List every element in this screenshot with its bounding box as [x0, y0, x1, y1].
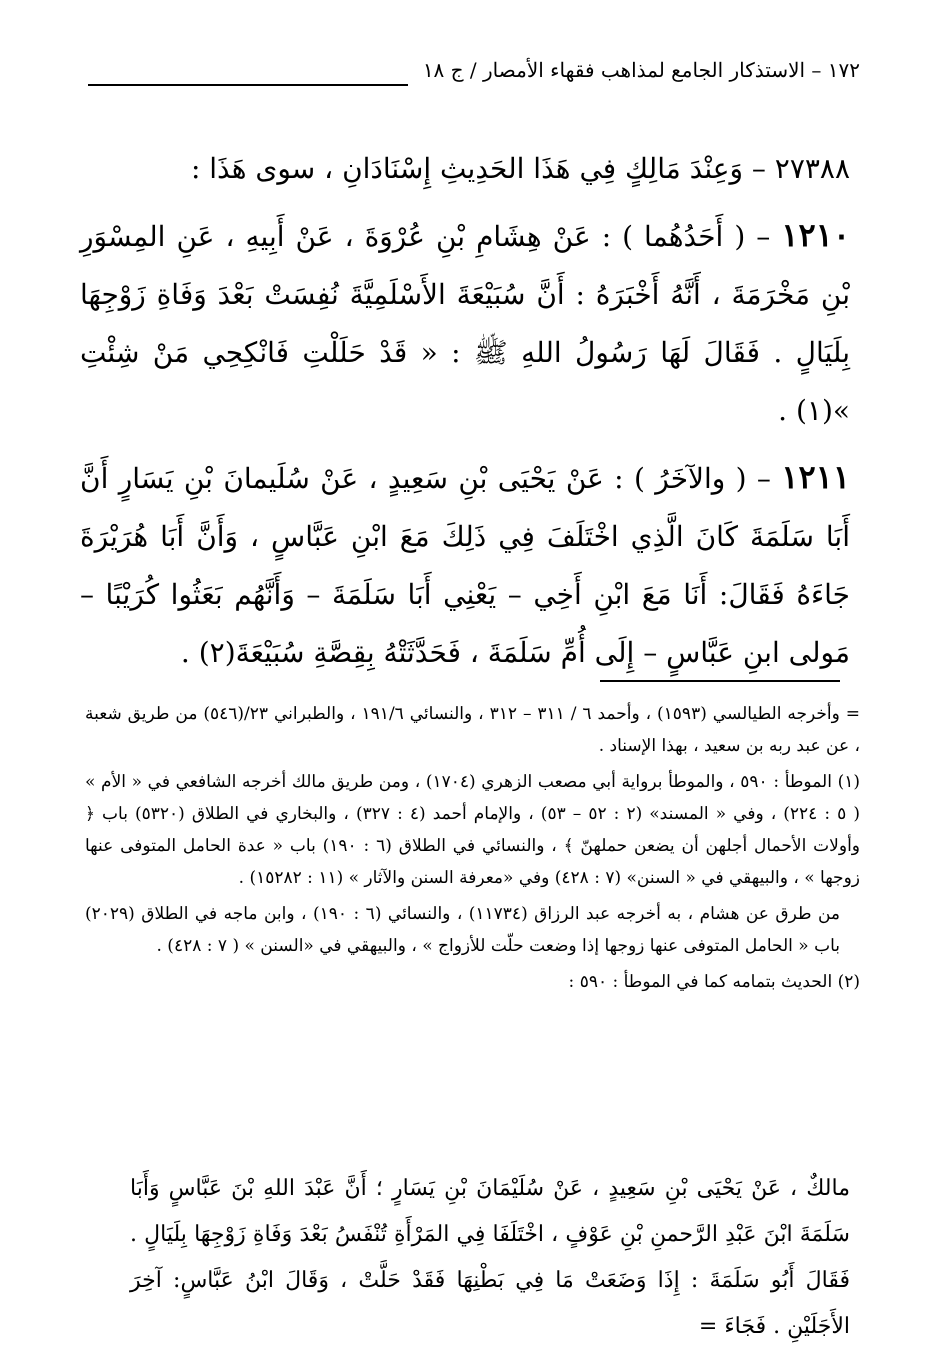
- footnote-quote: [130, 1166, 850, 1350]
- footnotes: [85, 698, 860, 1002]
- running-header: [90, 58, 860, 82]
- main-text: [80, 140, 850, 690]
- footnote-1-continued: من طرق عن هشام ، به أخرجه عبد الرزاق (١١٧٣٤) ، والنسائي (٦ : ١٩٠) ، وابن ماجه في الطلاق (٢٠٢٩) باب « الحامل المتوفى عنها زوجها إذا وضعت حلّت للأزواج » ، والبيهقي في «السنن » ( ٧ : ٤٢٨) .: [85, 904, 840, 956]
- hadith-text: – ( والآخَرُ ) : عَنْ يَحْيَى بْنِ سَعِيدٍ ، عَنْ سُلَيمانَ بْنِ يَسَارٍ أَنَّ أَبَا سَلَمَةَ كَانَ الَّذِي اخْتَلَفَ فِي ذَلِكَ مَعَ ابْنِ عَبَّاسٍ ، وَأَنَّ أَبَا هُرَيْرَةَ جَاءَهُ فَقَالَ: أَنَا مَعَ ابْنِ أَخِي – يَعْنِي أَبَا سَلَمَةَ – وَأَنَّهُم بَعَثُوا كُرَيْبًا – مَولى ابنِ عَبَّاسٍ – إِلَى أُمِّ سَلَمَةَ ، فَحَدَّثَتْهُ بِقِصَّةِ سُبَيْعَةَ(٢) .: [80, 462, 850, 669]
- footnote-1: (١) الموطأ : ٥٩٠ ، والموطأ برواية أبي مصعب الزهري (١٧٠٤) ، ومن طريق مالك أخرجه الشافعي في « الأم » ( ٥ : ٢٢٤) ، وفي « المسند» (٢ : ٥٢ – ٥٣) ، والإمام أحمد (٤ : ٣٢٧) ، والبخاري في الطلاق (٥٣٢٠) باب ﴿ وأولات الأحمال أجلهن أن يضعن حملهنّ ﴾ ، والنسائي في الطلاق (٦ : ١٩٠) باب « عدة الحامل المتوفى عنها زوجها » ، والبيهقي في « السنن» (٧ : ٤٢٨) وفي «معرفة السنن والآثار » (١١ : ١٥٢٨٢) .: [85, 772, 861, 888]
- running-title: ١٧٢ – الاستذكار الجامع لمذاهب فقهاء الأمصار / ج ١٨: [422, 58, 860, 82]
- hadith-1211: [80, 448, 850, 682]
- quote-text: مالكٌ ، عَنْ يَحْيَى بْنِ سَعِيدٍ ، عَنْ سُلَيْمَانَ بْنِ يَسَارٍ ؛ أَنَّ عَبْدَ اللهِ بْنَ عَبَّاسٍ وَأَبَا سَلَمَةَ ابْنَ عَبْدِ الرَّحمنِ بْنِ عَوْفٍ ، اخْتَلَفَا فِي المَرْأَةِ تُنْفَسُ بَعْدَ وَفَاةِ زَوْجِهَا بِلَيَالٍ . فَقَالَ أَبُو سَلَمَةَ : إِذَا وَضَعَتْ مَا فِي بَطْنِهَا فَقَدْ حَلَّتْ ، وَقَالَ ابْنُ عَبَّاسٍ: آخِرَ الأَجَلَيْنِ . فَجَاءَ =: [130, 1176, 850, 1339]
- footnote-continuation: = وأخرجه الطيالسي (١٥٩٣) ، وأحمد ٦ / ٣١١ – ٣١٢ ، والنسائي ١٩١/٦ ، والطبراني ٢٣/(٥٤٦) من طريق شعبة ، عن عبد ربه بن سعيد ، بهذا الإسناد .: [85, 704, 861, 756]
- hadith-number: ١٢١٠: [781, 216, 850, 254]
- footnote-2: (٢) الحديث بتمامه كما في الموطأ : ٥٩٠ :: [568, 972, 860, 992]
- hadith-text: – ( أَحَدُهُما ) : عَنْ هِشَامِ بْنِ عُرْوَةَ ، عَنْ أَبِيهِ ، عَنِ المِسْوَرِ بْنِ مَخْرَمَةَ ، أَنَّهُ أَخْبَرَهُ : أَنَّ سُبَيْعَةَ الأَسْلَمِيَّةَ نُفِسَتْ بَعْدَ وَفَاةِ زَوْجِهَا بِلَيَالٍ . فَقَالَ لَهَا رَسُولُ اللهِ ﷺ : « قَدْ حَلَلْتِ فَانْكِحِي مَنْ شِئْتِ »(١) .: [80, 220, 850, 427]
- hadith-number: ١٢١١: [781, 458, 850, 496]
- hadith-1210: [80, 206, 850, 440]
- header-rule: [88, 84, 408, 86]
- intro-paragraph: ٢٧٣٨٨ – وَعِنْدَ مَالِكٍ فِي هَذَا الحَدِيثِ إِسْنَادَانِ ، سوى هَذَا :: [190, 152, 850, 185]
- footnote-rule: [600, 680, 840, 682]
